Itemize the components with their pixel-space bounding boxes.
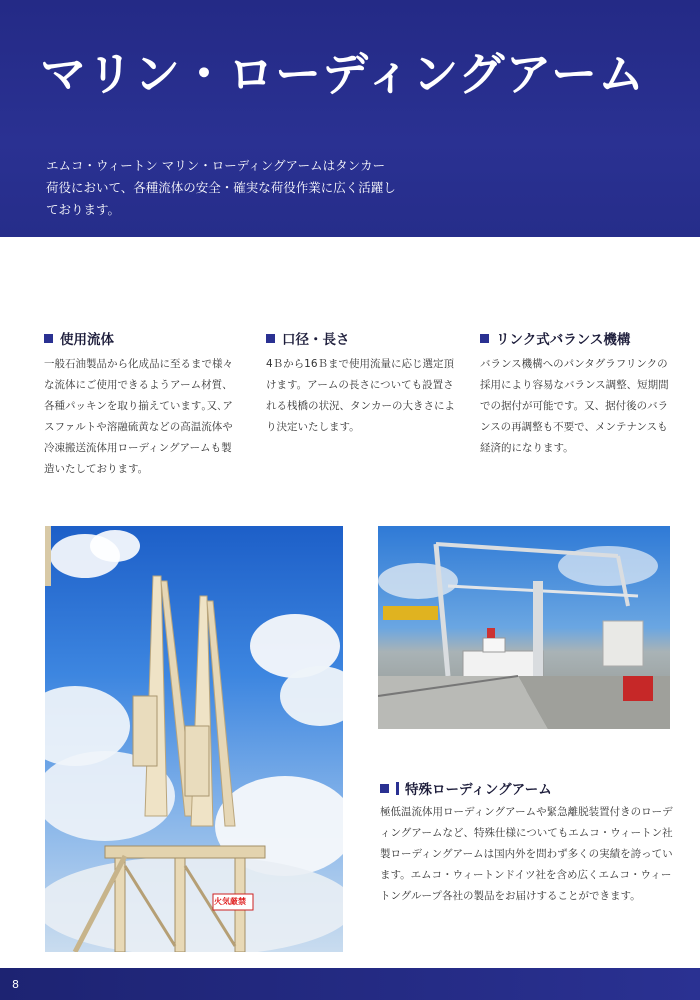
section-title-text: 使用流体 (60, 332, 114, 348)
loading-arm-illustration (45, 526, 343, 952)
fire-prohibited-sign: 火気厳禁 (214, 897, 246, 906)
section-title (380, 778, 680, 798)
berth-illustration (378, 526, 670, 729)
square-bullet-icon (380, 784, 389, 793)
section-body: 一般石油製品から化成品に至るまで様々な流体にご使用できるようアーム材質、各種パッキンを取り揃えています｡又､アスファルトや溶融硫黄などの高温流体や冷凍搬送流体用ローディングアームも製造いたしております。 (44, 358, 233, 475)
bar-bullet-icon (396, 782, 399, 795)
page-number: 8 (12, 978, 19, 991)
section-title-text: 特殊ローディングアーム (405, 782, 552, 798)
section-body: バランス機構へのパンタグラフリンクの採用により容易なバランス調整、短期間での据付が可能です。又、据付後のバランスの再調整も不要で、メンテナンスも経済的になります。 (480, 358, 669, 454)
section-title-text: リンク式バランス機構 (496, 332, 631, 348)
section-diameter-length (266, 328, 456, 438)
square-bullet-icon (480, 334, 489, 343)
loading-arm-photo-tall (45, 526, 343, 952)
footer-bar (0, 968, 700, 1000)
section-balance-mechanism (480, 328, 675, 459)
intro-text: エムコ・ウィートン マリン・ローディングアームはタンカー荷役において、各種流体の安全・確実な荷役作業に広く活躍しております。 (46, 158, 396, 217)
section-title-text: 口径・長さ (282, 332, 350, 348)
square-bullet-icon (266, 334, 275, 343)
section-body: 極低温流体用ローディングアームや緊急離脱装置付きのローディングアームなど、特殊仕様についてもエムコ・ウィートン社製ローディングアームは国内外を問わず多くの実績を誇っています。エムコ・ウィートンドイツ社を含め広くエムコ・ウィートングループ各社の製品をお届けすることができます。 (380, 806, 673, 902)
section-special-loading-arm (380, 778, 680, 907)
section-body: 4Ｂから16Ｂまで使用流量に応じ選定頂けます。アームの長さについても設置される桟橋の状況、タンカーの大きさにより決定いたします。 (266, 358, 455, 433)
section-fluids (44, 328, 234, 480)
page-title: マリン・ローディングアーム (40, 47, 646, 101)
square-bullet-icon (44, 334, 53, 343)
section-title (44, 328, 234, 348)
header-banner (0, 0, 700, 237)
section-title (266, 328, 456, 348)
section-title (480, 328, 675, 348)
loading-arm-photo-berth (378, 526, 670, 729)
